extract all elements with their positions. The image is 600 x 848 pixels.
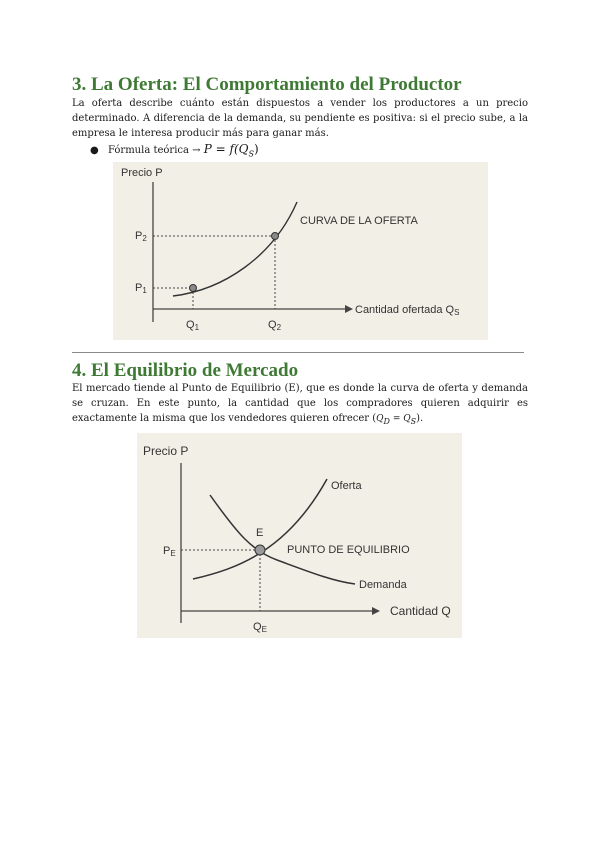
- supply-point-2: [272, 233, 279, 240]
- formula-bullet: [90, 142, 259, 161]
- formula-bullet-label: Fórmula teórica: [108, 145, 189, 156]
- price-pe-label: PE: [163, 545, 176, 558]
- section-3-title: 3. La Oferta: El Comportamiento del Productor: [72, 74, 462, 95]
- equilibrium-y-axis-label: Precio P: [143, 444, 189, 458]
- quantity-qe-label: QE: [253, 621, 267, 634]
- equilibrium-x-axis-label: Cantidad Q: [390, 604, 451, 618]
- demand-curve: [210, 495, 355, 584]
- section-3-paragraph: La oferta describe cuánto están dispuestos a vender los productores a un precio determinado. A diferencia de la demanda, su pendiente es positiva: si el precio sube, a la empresa le interesa producir más para ganar más.: [72, 98, 528, 139]
- supply-x-axis-label: Cantidad ofertada QS: [355, 304, 460, 317]
- bullet-dot-icon: ●: [90, 145, 99, 156]
- price-p2-label: P2: [135, 230, 147, 243]
- supply-axes: [153, 182, 353, 322]
- section-4-title: 4. El Equilibrio de Mercado: [72, 360, 299, 381]
- arrow-icon: →: [192, 145, 201, 156]
- supply-curve-label: CURVA DE LA OFERTA: [300, 215, 418, 227]
- supply-curve-figure: [113, 162, 488, 340]
- equilibrium-point: [255, 545, 265, 555]
- supply-y-axis-label: Precio P: [121, 167, 163, 179]
- equilibrium-point-label: E: [256, 527, 264, 539]
- quantity-q1-label: Q1: [186, 319, 200, 332]
- supply-curve: [173, 202, 297, 296]
- section-4-paragraph: El mercado tiende al Punto de Equilibrio (E), que es donde la curva de oferta y demanda se cruzan. En este punto, la cantidad que los compradores quieren adquirir es exactamente la misma que los vendedores quieren ofrecer $(Q_D = Q_S)$.: [72, 383, 528, 426]
- section-divider: [72, 352, 524, 353]
- equilibrium-equation: $Q_D = Q_S$: [376, 414, 417, 426]
- demand-label: Demanda: [359, 579, 407, 591]
- equilibrium-point-caption: PUNTO DE EQUILIBRIO: [287, 544, 410, 556]
- supply-point-1: [190, 285, 197, 292]
- supply-formula: $P = f(Q_S)$: [203, 142, 259, 159]
- supply-label: Oferta: [331, 480, 362, 492]
- quantity-q2-label: Q2: [268, 319, 282, 332]
- price-p1-label: P1: [135, 282, 147, 295]
- equilibrium-figure: [137, 433, 462, 638]
